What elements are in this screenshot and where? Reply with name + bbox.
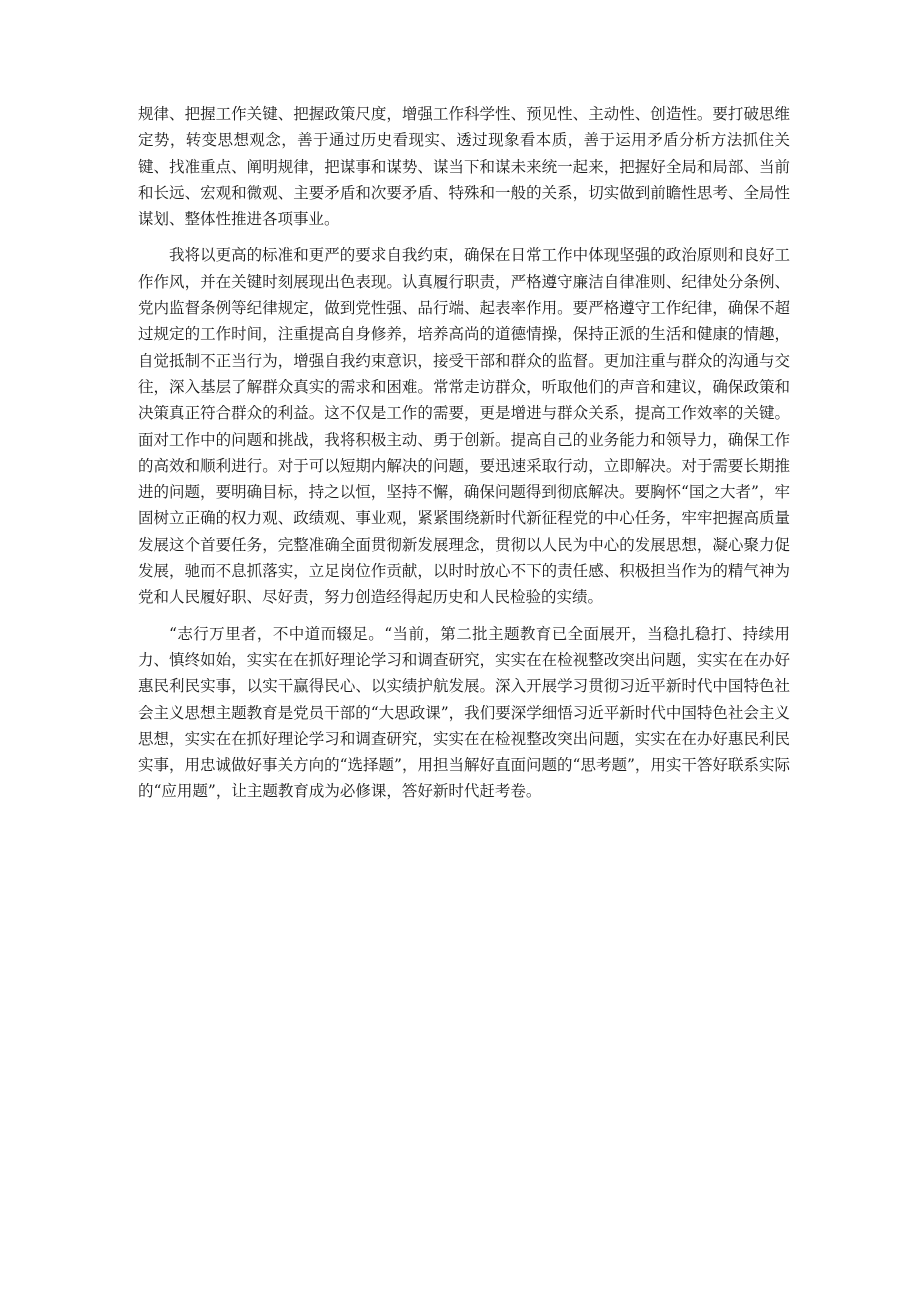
paragraph-3: “志行万里者，不中道而辍足。“当前，第二批主题教育已全面展开，当稳扎稳打、持续用力、慎终如始，实实在在抓好理论学习和调查研究，实实在在检视整改突出问题，实实在在办好惠民利民实事，以实干赢得民心、以实绩护航发展。深入开展学习贯彻习近平新时代中国特色社会主义思想主题教育是党员干部的“大思政课”，我们要深学细悟习近平新时代中国特色社会主义思想，实实在在抓好理论学习和调查研究，实实在在检视整改突出问题，实实在在办好惠民利民实事，用忠诚做好事关方向的“选择题”，用担当解好直面问题的“思考题”，用实干答好联系实际的“应用题”，让主题教育成为必修课，答好新时代赶考卷。 (138, 624, 790, 801)
document-body (138, 101, 790, 815)
paragraph-1: 规律、把握工作关键、把握政策尺度，增强工作科学性、预见性、主动性、创造性。要打破思维定势，转变思想观念，善于通过历史看现实、透过现象看本质，善于运用矛盾分析方法抓住关键、找准重点、阐明规律，把谋事和谋势、谋当下和谋未来统一起来，把握好全局和局部、当前和长远、宏观和微观、主要矛盾和次要矛盾、特殊和一般的关系，切实做到前瞻性思考、全局性谋划、整体性推进各项事业。 (138, 105, 790, 229)
paragraph-2: 我将以更高的标准和更严的要求自我约束，确保在日常工作中体现坚强的政治原则和良好工作作风，并在关键时刻展现出色表现。认真履行职责，严格遵守廉洁自律准则、纪律处分条例、党内监督条例等纪律规定，做到党性强、品行端、起表率作用。要严格遵守工作纪律，确保不超过规定的工作时间，注重提高自身修养，培养高尚的道德情操，保持正派的生活和健康的情趣，自觉抵制不正当行为，增强自我约束意识，接受干部和群众的监督。更加注重与群众的沟通与交往，深入基层了解群众真实的需求和困难。常常走访群众，听取他们的声音和建议，确保政策和决策真正符合群众的利益。这不仅是工作的需要，更是增进与群众关系，提高工作效率的关键。面对工作中的问题和挑战，我将积极主动、勇于创新。提高自己的业务能力和领导力，确保工作的高效和顺利进行。对于可以短期内解决的问题，要迅速采取行动，立即解决。对于需要长期推进的问题，要明确目标，持之以恒，坚持不懈，确保问题得到彻底解决。要胸怀“国之大者”，牢固树立正确的权力观、政绩观、事业观，紧紧围绕新时代新征程党的中心任务，牢牢把握高质量发展这个首要任务，完整准确全面贯彻新发展理念，贯彻以人民为中心的发展思想，凝心聚力促发展，驰而不息抓落实，立足岗位作贡献，以时时放心不下的责任感、积极担当作为的精气神为党和人民履好职、尽好责，努力创造经得起历史和人民检验的实绩。 (138, 246, 790, 607)
